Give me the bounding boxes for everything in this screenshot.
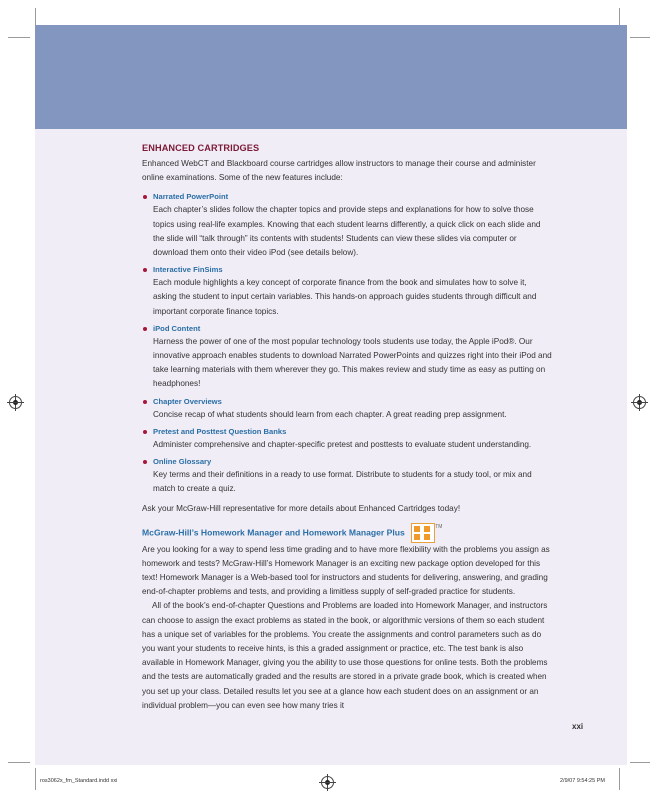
closing-paragraph: Ask your McGraw-Hill representative for more details about Enhanced Cartridges today! — [142, 504, 461, 514]
registration-mark-icon — [633, 396, 646, 409]
homework-manager-paragraph: All of the book’s end-of-chapter Questions and Problems are loaded into Homework Manager, and instructors can choose to assign the exact problems as stated in the book, or algorithmic versions of them so each student has a unique set of variables for the problems. You create the assignments and control parameters such as do you want your students to receive hints, is this a graded assignment or practice, etc. The test bank is also available in Homework Manager, giving you the ability to use those questions for online tests. Both the problems and the tests are automatically graded and the results are stored in a private grade book, which is created when you set up your class. Detailed results let you see at a glance how each student does on an assignment or an individual problem—you can even see how many tries it — [142, 601, 548, 710]
bullet-icon — [143, 327, 147, 331]
registration-mark-icon — [9, 396, 22, 409]
crop-mark — [35, 768, 36, 790]
page-content — [142, 141, 552, 713]
list-item — [142, 426, 552, 452]
feature-title: Narrated PowerPoint — [153, 192, 229, 202]
bullet-icon — [143, 460, 147, 464]
list-item — [142, 396, 552, 422]
feature-description: Concise recap of what students should learn from each chapter. A great reading prep assignment. — [153, 409, 507, 419]
slug-filename: ros3062x_fm_Standard.indd xxi — [40, 778, 118, 784]
section-heading: ENHANCED CARTRIDGES — [142, 143, 260, 153]
feature-description: Each module highlights a key concept of corporate finance from the book and simulates how to solve it, asking the student to input certain variables. This hands-on approach guides students through difficult and important corporate finance topics. — [153, 278, 537, 316]
feature-description: Administer comprehensive and chapter-specific pretest and posttests to evaluate student understanding. — [153, 439, 532, 449]
homework-manager-heading — [142, 523, 552, 543]
crop-mark — [630, 762, 650, 763]
crop-mark — [619, 768, 620, 790]
page-number: xxi — [572, 722, 584, 731]
feature-title: Pretest and Posttest Question Banks — [153, 426, 287, 436]
crop-mark — [630, 37, 650, 38]
intro-paragraph: Enhanced WebCT and Blackboard course cartridges allow instructors to manage their course and administer online examinations. Some of the new features include: — [142, 159, 536, 183]
list-item — [142, 191, 552, 260]
header-band — [35, 25, 627, 129]
feature-list — [142, 191, 552, 496]
slug-timestamp: 2/9/07 9:54:25 PM — [560, 778, 605, 784]
feature-description: Key terms and their definitions in a ready to use format. Distribute to students for a study tool, or mix and match to create a quiz. — [153, 470, 532, 494]
list-item — [142, 264, 552, 319]
feature-title: Chapter Overviews — [153, 396, 222, 406]
feature-title: Interactive FinSims — [153, 265, 223, 275]
feature-title: iPod Content — [153, 323, 201, 333]
bullet-icon — [143, 430, 147, 434]
feature-description: Each chapter’s slides follow the chapter topics and provide steps and explanations for how to solve those topics using real-life examples. Knowing that each student learns differently, a quick click on each slide and the slide will “talk through” its contents with students! Students can view these slides via computer or download them onto their video iPod (see details below). — [153, 205, 541, 258]
bullet-icon — [143, 195, 147, 199]
crop-mark — [8, 37, 30, 38]
bullet-icon — [143, 400, 147, 404]
registration-mark-icon — [321, 776, 334, 789]
feature-title: Online Glossary — [153, 457, 212, 467]
list-item — [142, 323, 552, 392]
homework-manager-paragraph: Are you looking for a way to spend less time grading and to have more flexibility with the problems you assign as homework and tests? McGraw-Hill’s Homework Manager is an exciting new package option developed for this text! Homework Manager is a Web-based tool for instructors and students for delivering, answering, and grading end-of-chapter problems and tests, and providing a limitless supply of self-graded practice for students. — [142, 544, 550, 597]
list-item — [142, 456, 552, 496]
crop-mark — [8, 762, 30, 763]
feature-description: Harness the power of one of the most popular technology tools students use today, the Apple iPod®. Our innovative approach enables students to download Narrated PowerPoints and quizzes right into their iPod and take learning materials with them wherever they go. This makes review and study time as easy as putting on headphones! — [153, 336, 552, 389]
bullet-icon — [143, 268, 147, 272]
homework-manager-title: McGraw-Hill’s Homework Manager and Homework Manager Plus — [142, 526, 405, 537]
homework-manager-logo-icon — [411, 523, 435, 543]
trademark-mark: TM — [435, 523, 443, 530]
